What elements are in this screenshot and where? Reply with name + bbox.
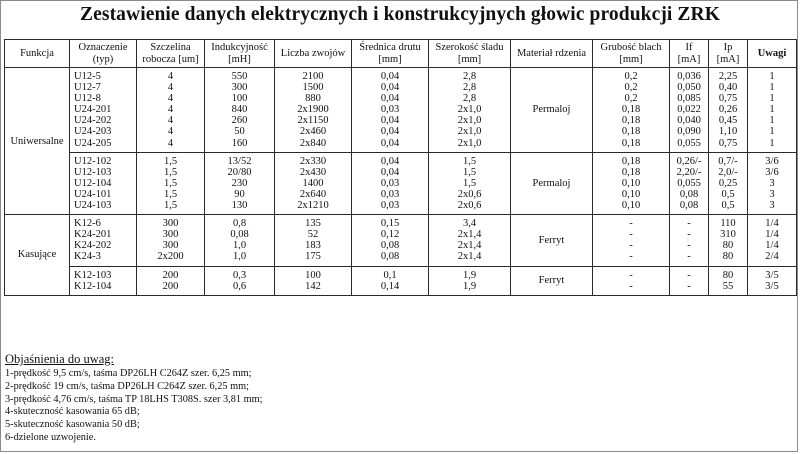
cell-value: - — [629, 240, 633, 252]
cell-value: U24-203 — [74, 126, 112, 138]
value-cell — [593, 266, 670, 295]
cell-value: 0,04 — [380, 166, 400, 178]
cell-value: 2x1,4 — [457, 240, 482, 252]
notes-list — [5, 368, 263, 445]
cell-value: K12-6 — [74, 218, 101, 230]
cell-value: 2x1210 — [297, 200, 329, 212]
cell-value: 100 — [231, 93, 248, 105]
note-item: 4-skuteczność kasowania 65 dB; — [5, 406, 140, 418]
cell-value: 2x1,0 — [457, 104, 482, 116]
value-cell — [709, 68, 748, 153]
value-cell — [429, 152, 511, 214]
cell-value: K12-103 — [74, 269, 112, 281]
value-cell — [593, 152, 670, 214]
type-code-cell — [70, 266, 137, 295]
cell-value: K24-202 — [74, 240, 112, 252]
cell-value: 3/6 — [765, 166, 779, 178]
column-header-label: [mm] — [619, 53, 643, 65]
cell-value: U12-104 — [74, 177, 112, 189]
cell-value: 0,055 — [677, 137, 701, 149]
cell-value: 20/80 — [227, 166, 252, 178]
cell-value: 1,0 — [232, 251, 247, 263]
cell-value: 0,04 — [380, 155, 400, 167]
note-item: 5-skuteczność kasowania 50 dB; — [5, 419, 140, 431]
value-cell — [275, 266, 352, 295]
cell-value: 0,050 — [677, 82, 701, 94]
cell-value: 90 — [234, 188, 245, 200]
cell-value: 0,45 — [718, 115, 738, 127]
cell-value: 300 — [162, 218, 179, 230]
cell-value: 300 — [231, 82, 248, 94]
cell-value: 1 — [769, 82, 775, 94]
cell-value: 2x330 — [299, 155, 327, 167]
column-header-label: Uwagi — [757, 47, 787, 59]
cell-value: 13/52 — [227, 155, 252, 167]
value-cell — [275, 152, 352, 214]
value-cell — [137, 152, 205, 214]
cell-value: 0,10 — [621, 177, 641, 189]
cell-value: - — [687, 280, 691, 292]
column-header-label: [mm] — [457, 53, 482, 65]
column-header — [137, 40, 205, 68]
material-cell: Ferryt — [511, 215, 593, 266]
cell-value: 0,18 — [621, 104, 641, 116]
cell-value: 1,5 — [462, 177, 477, 189]
cell-value: 0,2 — [624, 71, 638, 82]
column-header — [670, 40, 709, 68]
value-cell — [748, 68, 797, 153]
cell-value: 0,036 — [677, 71, 701, 82]
cell-value: 3/5 — [765, 269, 779, 281]
value-cell — [205, 152, 275, 214]
cell-value: U12-102 — [74, 155, 112, 167]
cell-value: 80 — [722, 251, 734, 263]
cell-value: U12-5 — [74, 71, 101, 82]
cell-value: 100 — [305, 269, 321, 281]
value-cell — [593, 215, 670, 266]
column-header — [593, 40, 670, 68]
cell-value: 0,15 — [380, 218, 400, 230]
column-header — [511, 40, 593, 68]
cell-value: 2x0,6 — [457, 200, 482, 212]
cell-value: 1 — [769, 71, 775, 82]
cell-value: 2,8 — [462, 93, 477, 105]
cell-value: 2x1,0 — [457, 126, 482, 138]
cell-value: 2x430 — [299, 166, 327, 178]
cell-value: 1/4 — [765, 240, 779, 252]
cell-value: 3 — [769, 177, 775, 189]
value-cell — [275, 68, 352, 153]
note-item: 2-prędkość 19 cm/s, taśma DP26LH C264Z szer. 6,25 mm; — [5, 380, 249, 392]
cell-value: 110 — [720, 218, 736, 230]
cell-value: 0,04 — [380, 82, 400, 94]
cell-value: 0,26/- — [676, 155, 702, 167]
cell-value: 0,04 — [380, 115, 400, 127]
column-header-label: (typ) — [92, 53, 114, 65]
material-cell: Permaloj — [511, 68, 593, 153]
cell-value: 1 — [769, 104, 775, 116]
value-cell — [205, 215, 275, 266]
cell-value: 0,08 — [380, 240, 400, 252]
cell-value: 2x1900 — [297, 104, 329, 116]
cell-value: 2,8 — [462, 71, 477, 82]
cell-value: 0,40 — [718, 82, 738, 94]
cell-value: U24-103 — [74, 200, 112, 212]
material-cell: Permaloj — [511, 152, 593, 214]
cell-value: 1,5 — [163, 166, 178, 178]
page-title: Zestawienie danych elektrycznych i konstrukcyjnych głowic produkcji ZRK — [80, 4, 720, 25]
type-code-cell — [70, 152, 137, 214]
cell-value: 1 — [769, 93, 775, 105]
cell-value: 2x1,0 — [457, 115, 482, 127]
cell-value: 2100 — [302, 71, 324, 82]
cell-value: 1,5 — [462, 155, 477, 167]
cell-value: 2,20/- — [676, 166, 702, 178]
material-cell: Ferryt — [511, 266, 593, 295]
notes-title: Objaśnienia do uwag: — [5, 352, 115, 366]
cell-value: 2x840 — [299, 137, 327, 149]
cell-value: 840 — [231, 104, 248, 116]
column-header-label: Szczelina — [150, 41, 191, 53]
cell-value: 0,75 — [718, 137, 738, 149]
value-cell — [748, 152, 797, 214]
cell-value: U12-7 — [74, 82, 101, 94]
cell-value: 200 — [162, 280, 179, 292]
cell-value: 0,022 — [677, 104, 701, 116]
cell-value: 0,04 — [380, 71, 400, 82]
cell-value: 1/4 — [765, 218, 779, 230]
cell-value: 300 — [162, 240, 179, 252]
cell-value: 2x640 — [299, 188, 327, 200]
value-cell — [709, 152, 748, 214]
column-header-label: Materiał rdzenia — [516, 47, 587, 59]
cell-value: 1 — [769, 115, 775, 127]
table-header-row — [5, 40, 797, 68]
cell-value: U24-205 — [74, 137, 112, 149]
value-cell — [670, 152, 709, 214]
cell-value: 0,08 — [679, 200, 699, 212]
column-header-label: [mA] — [716, 53, 740, 65]
cell-value: 0,75 — [718, 93, 738, 105]
cell-value: 2x1,4 — [457, 229, 482, 241]
cell-value: 0,03 — [380, 188, 400, 200]
value-cell — [137, 266, 205, 295]
cell-value: 2x1150 — [297, 115, 329, 127]
value-cell — [748, 215, 797, 266]
cell-value: 1400 — [302, 177, 324, 189]
cell-value: 80 — [722, 240, 734, 252]
cell-value: K24-3 — [74, 251, 101, 263]
cell-value: 4 — [167, 126, 174, 138]
cell-value: 3 — [769, 188, 775, 200]
cell-value: U12-8 — [74, 93, 101, 105]
function-cell: Kasujące — [5, 215, 70, 296]
column-header-label: Oznaczenie — [78, 41, 128, 53]
column-header — [5, 40, 70, 68]
cell-value: 230 — [231, 177, 248, 189]
cell-value: 2,25 — [718, 71, 738, 82]
column-header-label: Indukcyjność — [211, 41, 268, 53]
value-cell — [205, 68, 275, 153]
cell-value: 135 — [305, 218, 321, 230]
cell-value: 183 — [305, 240, 321, 252]
cell-value: 200 — [162, 269, 179, 281]
column-header-label: Liczba zwojów — [280, 47, 346, 59]
cell-value: 0,18 — [621, 166, 641, 178]
cell-value: - — [629, 280, 633, 292]
cell-value: K24-201 — [74, 229, 112, 241]
cell-value: U24-201 — [74, 104, 112, 116]
cell-value: 1,0 — [232, 240, 247, 252]
column-header-label: robocza [um] — [142, 53, 199, 65]
cell-value: - — [687, 240, 691, 252]
column-header-label: Średnica drutu — [359, 41, 421, 53]
cell-value: U24-101 — [74, 188, 112, 200]
value-cell — [137, 68, 205, 153]
column-header-label: Szerokość śladu — [435, 41, 504, 53]
cell-value: 1,5 — [163, 155, 178, 167]
cell-value: 3/6 — [765, 155, 779, 167]
column-header — [275, 40, 352, 68]
cell-value: 4 — [167, 115, 174, 127]
cell-value: 142 — [305, 280, 321, 292]
cell-value: 4 — [167, 71, 174, 82]
table-row-block — [5, 68, 797, 153]
cell-value: 0,6 — [232, 280, 247, 292]
cell-value: 0,090 — [677, 126, 701, 138]
cell-value: 0,03 — [380, 104, 400, 116]
cell-value: 55 — [722, 280, 734, 292]
column-header — [205, 40, 275, 68]
cell-value: 880 — [305, 93, 321, 105]
value-cell — [593, 68, 670, 153]
cell-value: 0,08 — [230, 229, 249, 241]
cell-value: - — [629, 218, 633, 230]
cell-value: - — [687, 218, 691, 230]
cell-value: 0,8 — [232, 218, 247, 230]
cell-value: 1,9 — [462, 269, 477, 281]
cell-value: 0,08 — [679, 188, 699, 200]
cell-value: 0,04 — [380, 126, 400, 138]
cell-value: 1/4 — [765, 229, 779, 241]
note-item: 3-prędkość 4,76 cm/s, taśma TP 18LHS T308S. szer 3,81 mm; — [5, 393, 263, 405]
cell-value: 550 — [231, 71, 248, 82]
cell-value: 0,5 — [721, 200, 735, 212]
cell-value: 52 — [307, 229, 319, 241]
cell-value: 2x0,6 — [457, 188, 482, 200]
cell-value: 1,5 — [462, 166, 477, 178]
value-cell — [352, 68, 429, 153]
cell-value: 2x460 — [299, 126, 327, 138]
cell-value: 0,25 — [718, 177, 738, 189]
cell-value: 1,5 — [163, 188, 178, 200]
value-cell — [137, 215, 205, 266]
cell-value: K12-104 — [74, 280, 112, 292]
cell-value: 0,10 — [621, 188, 641, 200]
column-header — [709, 40, 748, 68]
note-item: 6-dzielone uzwojenie. — [5, 431, 96, 443]
cell-value: 4 — [167, 82, 174, 94]
cell-value: 3/5 — [765, 280, 779, 292]
type-code-cell — [70, 68, 137, 153]
cell-value: 0,18 — [621, 115, 641, 127]
cell-value: 1,5 — [163, 200, 178, 212]
cell-value: 0,3 — [232, 269, 247, 281]
table-row-block — [5, 266, 797, 295]
cell-value: 80 — [722, 269, 734, 281]
cell-value: 0,085 — [677, 93, 701, 105]
value-cell — [670, 215, 709, 266]
value-cell — [352, 266, 429, 295]
value-cell — [429, 68, 511, 153]
cell-value: 310 — [720, 229, 736, 241]
column-header-label: Ip — [723, 41, 733, 53]
column-header — [748, 40, 797, 68]
type-code-cell — [70, 215, 137, 266]
cell-value: 0,18 — [621, 155, 641, 167]
value-cell — [429, 266, 511, 295]
cell-value: 1,9 — [462, 280, 477, 292]
cell-value: 2x1,4 — [457, 251, 482, 263]
specs-table — [4, 39, 797, 296]
cell-value: - — [687, 269, 691, 281]
column-header-label: Grubość blach — [600, 41, 662, 53]
value-cell — [670, 266, 709, 295]
cell-value: 175 — [305, 251, 321, 263]
cell-value: 160 — [231, 137, 248, 149]
cell-value: 0,2 — [624, 82, 638, 94]
table-row-block — [5, 215, 797, 266]
cell-value: 1,5 — [163, 177, 178, 189]
cell-value: - — [687, 229, 691, 241]
function-cell: Uniwersalne — [5, 68, 70, 215]
column-header-label: [mA] — [677, 53, 701, 65]
cell-value: 0,18 — [621, 126, 641, 138]
value-cell — [352, 152, 429, 214]
cell-value: - — [629, 251, 633, 263]
cell-value: - — [629, 229, 633, 241]
cell-value: 0,03 — [380, 177, 400, 189]
cell-value: 2,8 — [462, 82, 477, 94]
cell-value: 0,5 — [721, 188, 735, 200]
cell-value: 0,1 — [383, 269, 397, 281]
value-cell — [352, 215, 429, 266]
value-cell — [205, 266, 275, 295]
column-header — [352, 40, 429, 68]
cell-value: 2/4 — [765, 251, 779, 263]
cell-value: 0,2 — [624, 93, 638, 105]
cell-value: 1,10 — [718, 126, 738, 138]
cell-value: 4 — [167, 137, 174, 149]
cell-value: 0,18 — [621, 137, 641, 149]
table-body — [5, 68, 797, 296]
cell-value: 2,0/- — [718, 166, 738, 178]
cell-value: 50 — [234, 126, 245, 138]
cell-value: - — [629, 269, 633, 281]
column-header-label: Funkcja — [20, 47, 54, 59]
note-item: 1-prędkość 9,5 cm/s, taśma DP26LH C264Z szer. 6,25 mm; — [5, 368, 252, 379]
value-cell — [670, 68, 709, 153]
cell-value: 3 — [769, 200, 775, 212]
cell-value: 0,03 — [380, 200, 400, 212]
cell-value: 0,08 — [380, 251, 400, 263]
cell-value: 0,10 — [621, 200, 641, 212]
value-cell — [748, 266, 797, 295]
cell-value: U24-202 — [74, 115, 112, 127]
cell-value: 1 — [769, 126, 775, 138]
cell-value: 300 — [162, 229, 179, 241]
column-header — [429, 40, 511, 68]
cell-value: 0,26 — [718, 104, 738, 116]
value-cell — [709, 215, 748, 266]
cell-value: 2x1,0 — [457, 137, 482, 149]
cell-value: 0,055 — [677, 177, 701, 189]
cell-value: 0,04 — [380, 93, 400, 105]
column-header-label: If — [685, 41, 693, 53]
value-cell — [709, 266, 748, 295]
cell-value: 3,4 — [462, 218, 477, 230]
cell-value: - — [687, 251, 691, 263]
cell-value: 0,040 — [677, 115, 701, 127]
cell-value: 1500 — [302, 82, 324, 94]
cell-value: 4 — [167, 93, 174, 105]
cell-value: 2x200 — [157, 251, 184, 263]
cell-value: 260 — [231, 115, 248, 127]
table-row-block — [5, 152, 797, 214]
cell-value: 0,04 — [380, 137, 400, 149]
cell-value: 0,12 — [380, 229, 400, 241]
cell-value: U12-103 — [74, 166, 112, 178]
cell-value: 1 — [769, 137, 775, 149]
value-cell — [429, 215, 511, 266]
cell-value: 0,7/- — [718, 155, 738, 167]
cell-value: 130 — [231, 200, 248, 212]
cell-value: 4 — [167, 104, 174, 116]
value-cell — [275, 215, 352, 266]
cell-value: 0,14 — [380, 280, 400, 292]
column-header-label: [mH] — [228, 53, 251, 65]
column-header — [70, 40, 137, 68]
column-header-label: [mm] — [378, 53, 402, 65]
